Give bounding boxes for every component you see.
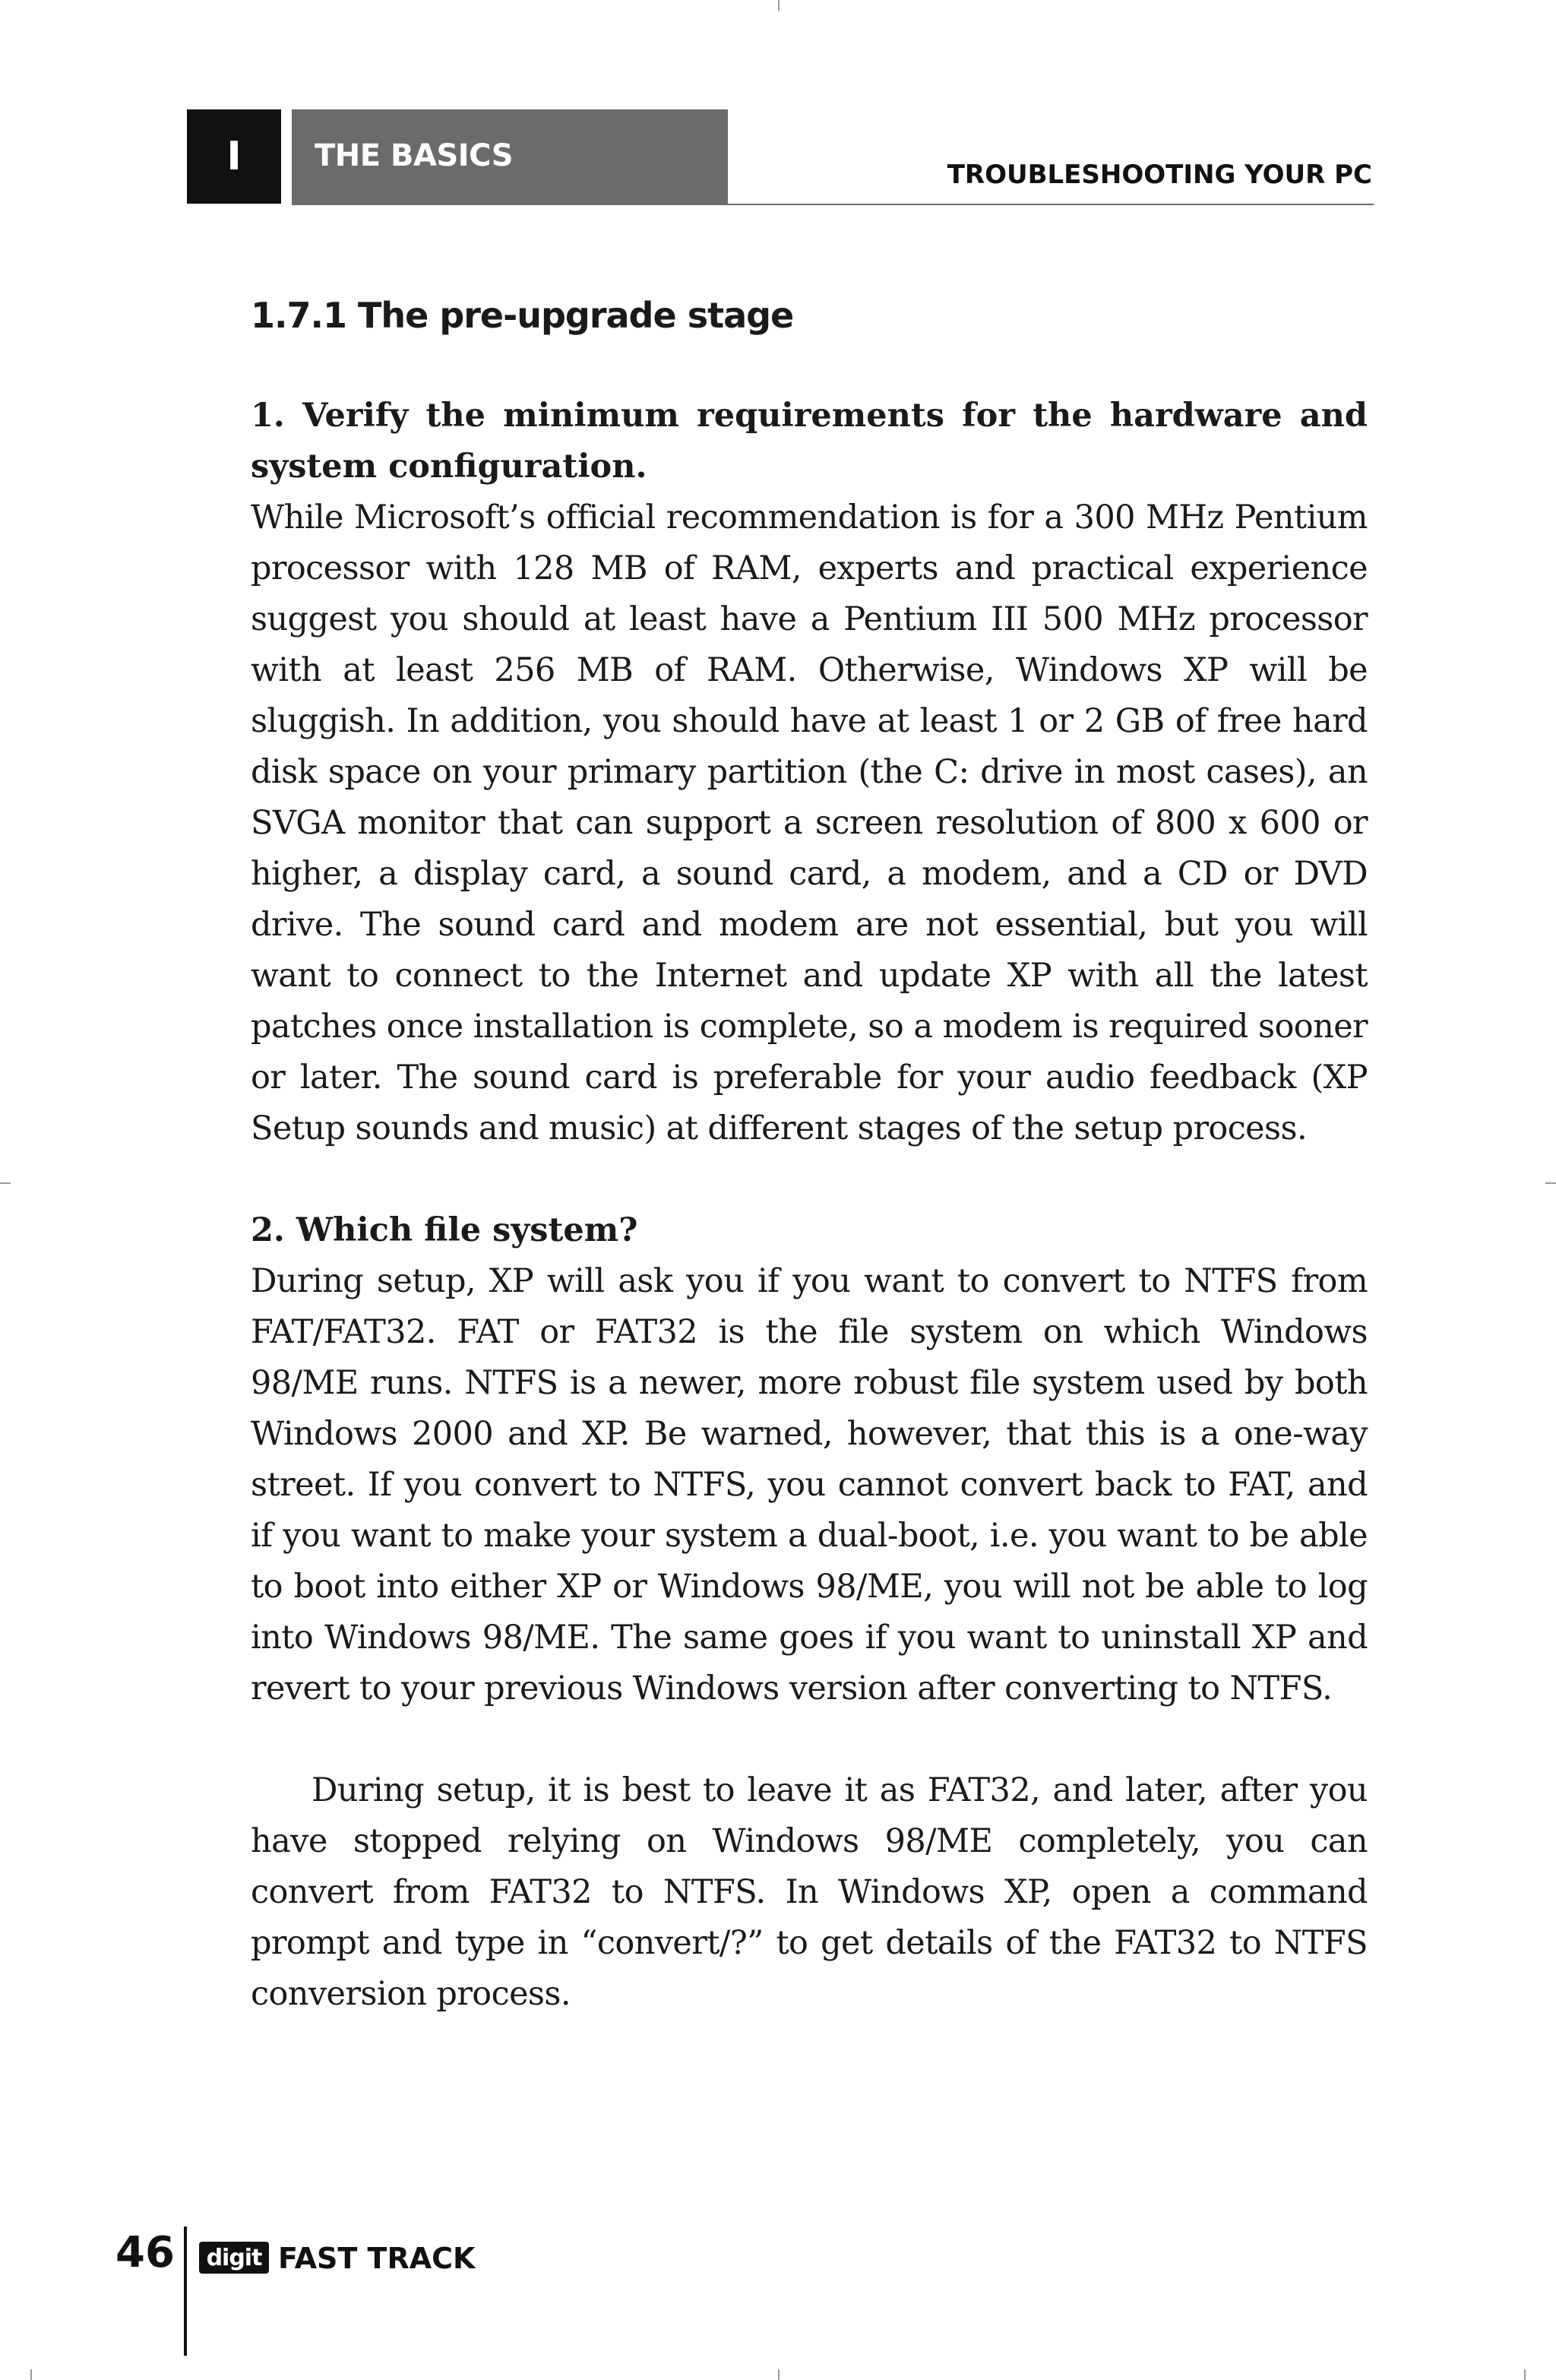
crop-mark: [1545, 1182, 1556, 1184]
crop-mark: [30, 2369, 32, 2380]
section-label: THE BASICS: [315, 138, 514, 173]
paragraph: During setup, XP will ask you if you want to convert to NTFS from FAT/FAT32. FAT or FAT32 is the file system on which Windows 98/ME runs. NTFS is a newer, more robust file system used by both Windows 2000 and XP. Be warned, however, that this is a one-way street. If you convert to NTFS, you cannot convert back to FAT, and if you want to make your system a dual-boot, i.e. you want to be able to boot into either XP or Windows 98/ME, you will not be able to log into Windows 98/ME. The same goes if you want to uninstall XP and revert to your previous Windows version after converting to NTFS.: [251, 1262, 1368, 1707]
crop-mark: [778, 0, 780, 11]
section-tab: [292, 109, 728, 204]
chapter-number-box: [187, 109, 281, 204]
header-rule: [292, 204, 1374, 205]
running-title: TROUBLESHOOTING YOUR PC: [947, 160, 1372, 190]
crop-mark: [1524, 2369, 1526, 2380]
crop-mark: [778, 2369, 780, 2380]
page-number: 46: [115, 2228, 175, 2277]
logo-text: digit: [206, 2244, 262, 2271]
digit-logo: [199, 2242, 269, 2274]
section-heading: 1.7.1 The pre-upgrade stage: [251, 295, 794, 336]
chapter-number: I: [226, 134, 242, 179]
paragraph: During setup, it is best to leave it as FAT32, and later, after you have stopped relying on Windows 98/ME completely, you can convert from FAT32 to NTFS. In Windows XP, open a command prompt and type in “convert/?” to get details of the FAT32 to NTFS conversion process.: [251, 1771, 1368, 2013]
crop-mark: [0, 1182, 11, 1184]
paragraph: While Microsoft’s official recommendation is for a 300 MHz Pentium processor with 128 MB of RAM, experts and practical experience suggest you should at least have a Pentium III 500 MHz processor with at least 256 MB of RAM. Otherwise, Windows XP will be sluggish. In addition, you should have at least 1 or 2 GB of free hard disk space on your primary partition (the C: drive in most cases), an SVGA monitor that can support a screen resolution of 800 x 600 or higher, a display card, a sound card, a modem, and a CD or DVD drive. The sound card and modem are not essential, but you will want to connect to the Internet and update XP with all the latest patches once installation is complete, so a modem is required sooner or later. The sound card is preferable for your audio feedback (XP Setup sounds and music) at different stages of the setup process.: [251, 498, 1368, 1147]
item-heading: 1. Verify the minimum requirements for the hardware and system configuration.: [251, 397, 1368, 486]
footer-brand: FAST TRACK: [278, 2242, 476, 2275]
item-heading: 2. Which file system?: [251, 1211, 638, 1249]
page-content: [251, 289, 1368, 2020]
footer-rule: [184, 2227, 187, 2356]
